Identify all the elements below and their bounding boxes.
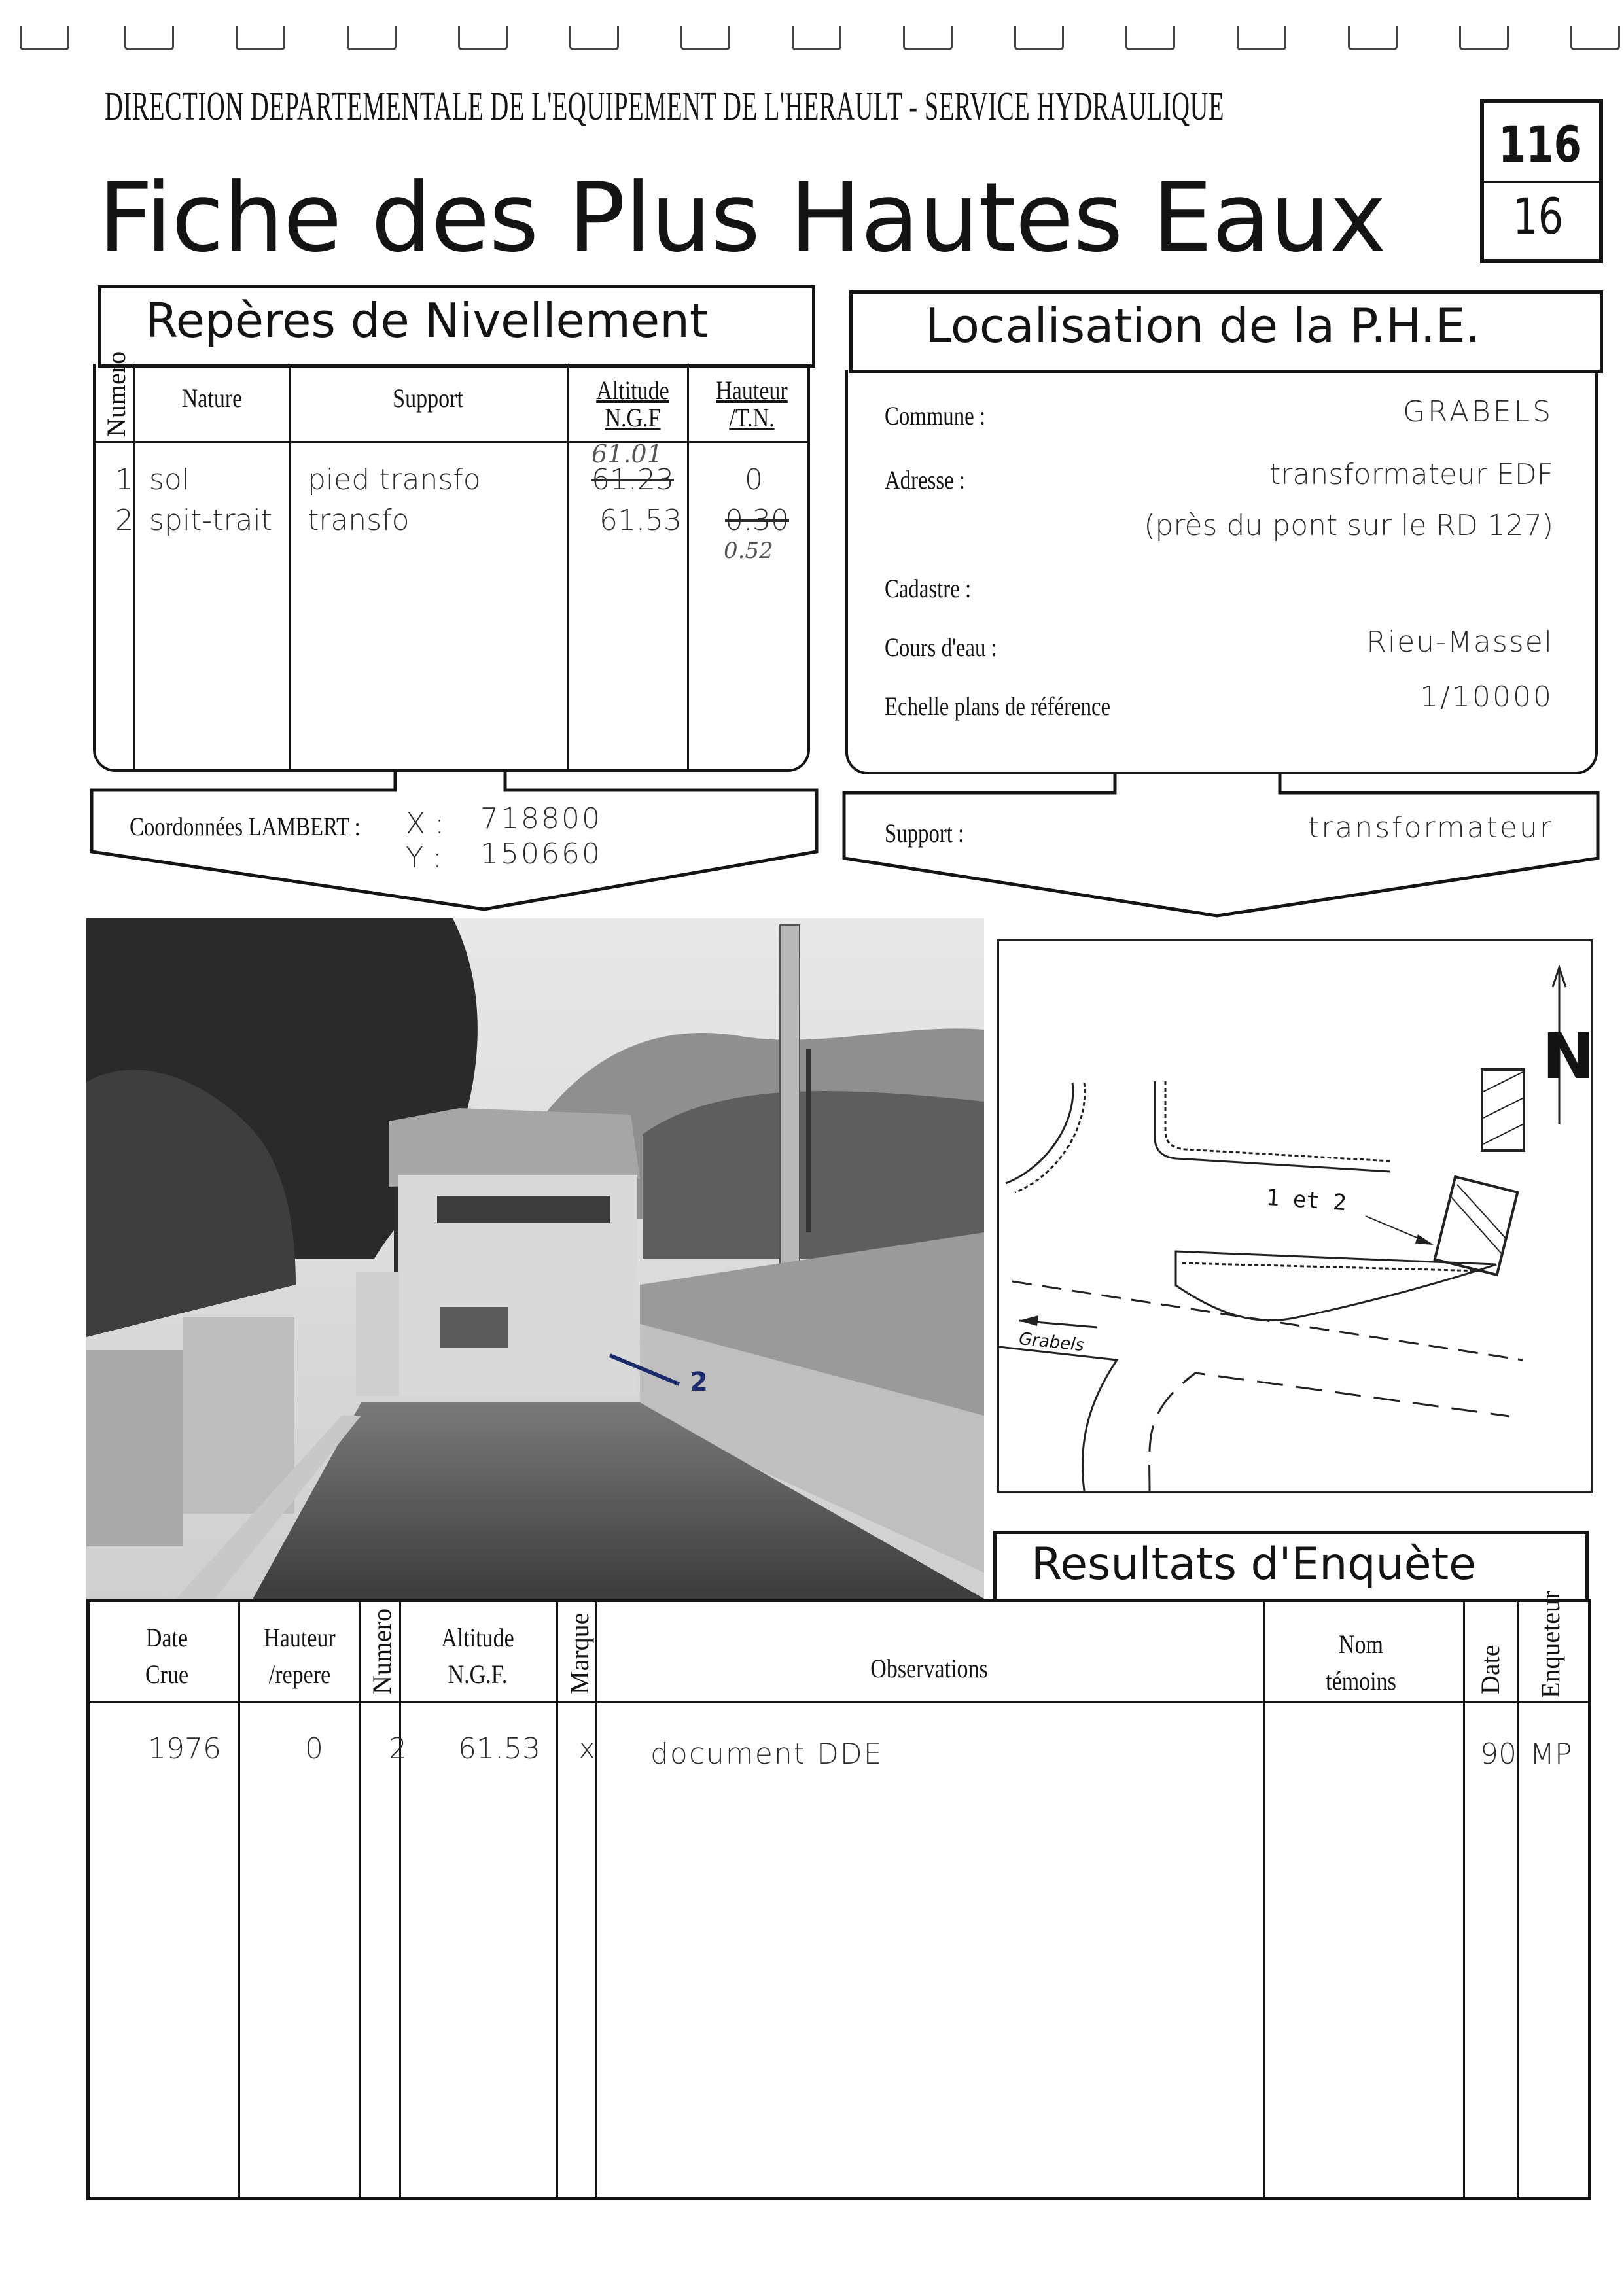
col-marque: Marque xyxy=(565,1612,594,1694)
resultat-row-1-enqueteur: MP xyxy=(1530,1737,1572,1771)
repere-row-2-hauteur: 0.30 xyxy=(725,504,789,537)
repere-row-2-altitude: 61.53 xyxy=(599,504,682,537)
reperes-title: Repères de Nivellement xyxy=(145,293,709,348)
map-label-marks: 1 et 2 xyxy=(1265,1184,1348,1217)
col-hauteur: Hauteur /T.N. xyxy=(716,375,788,432)
col-enqueteur: Enqueteur xyxy=(1536,1590,1565,1698)
adresse-line1: transformateur EDF xyxy=(1269,458,1553,491)
commune-value: GRABELS xyxy=(1402,395,1553,428)
repere-row-1-altitude-handwritten: 61.01 xyxy=(591,440,663,468)
resultat-row-1-date: 90 xyxy=(1480,1737,1517,1771)
lambert-y-label: Y : xyxy=(406,841,442,875)
lambert-label: Coordonnées LAMBERT : xyxy=(130,812,361,841)
localisation-title: Localisation de la P.H.E. xyxy=(925,298,1481,353)
repere-row-1-hauteur: 0 xyxy=(745,463,763,496)
resultat-row-1-date-crue: 1976 xyxy=(148,1732,221,1765)
repere-row-1-support: pied transfo xyxy=(308,463,481,496)
lambert-x: 718800 xyxy=(480,802,602,835)
map-label-town: Grabels xyxy=(1017,1329,1086,1356)
reperes-panel xyxy=(93,364,810,772)
page-title: Fiche des Plus Hautes Eaux xyxy=(98,162,1386,273)
resultat-row-1-numero: 2 xyxy=(389,1732,407,1765)
resultats-title: Resultats d'Enquète xyxy=(1031,1539,1476,1590)
cadastre-label: Cadastre : xyxy=(885,574,972,603)
support-label: Support : xyxy=(885,818,964,848)
commune-label: Commune : xyxy=(885,401,985,430)
col-altitude-ngf: Altitude N.G.F. xyxy=(441,1623,514,1689)
col-temoins: Nom témoins xyxy=(1326,1629,1396,1696)
reference-box xyxy=(1480,99,1603,263)
direction-header: DIRECTION DEPARTEMENTALE DE L'EQUIPEMENT DE L'HERAULT - SERVICE HYDRAULIQUE xyxy=(105,84,1225,129)
ref-number-top: 116 xyxy=(1498,115,1581,173)
col-numero: Numero xyxy=(101,351,131,437)
site-photo xyxy=(86,918,984,1604)
repere-row-1-altitude: 61.23 xyxy=(591,463,674,496)
cours-eau-label: Cours d'eau : xyxy=(885,633,997,662)
col-date: Date xyxy=(1475,1644,1505,1694)
location-map xyxy=(997,939,1593,1493)
col-support: Support xyxy=(393,383,463,413)
repere-row-2-nature: spit-trait xyxy=(149,504,272,537)
col-observations: Observations xyxy=(870,1654,988,1683)
repere-row-1-num: 1 xyxy=(115,463,133,496)
resultat-row-1-observations: document DDE xyxy=(650,1737,883,1771)
col-nature: Nature xyxy=(181,383,243,413)
resultat-row-1-marque: x xyxy=(578,1732,596,1765)
echelle-label: Echelle plans de référence xyxy=(885,691,1111,721)
col-numero-resultats: Numero xyxy=(367,1608,397,1694)
adresse-label: Adresse : xyxy=(885,465,965,495)
north-label: N xyxy=(1542,1020,1595,1093)
repere-row-2-support: transfo xyxy=(308,504,410,537)
col-altitude: Altitude N.G.F xyxy=(596,375,669,432)
repere-row-2-hauteur-handwritten: 0.52 xyxy=(724,538,773,564)
echelle-value: 1/10000 xyxy=(1420,680,1553,714)
photo-marker-label: 2 xyxy=(690,1367,708,1397)
cours-eau-value: Rieu-Massel xyxy=(1366,625,1553,659)
adresse-line2: (près du pont sur le RD 127) xyxy=(1144,509,1553,542)
support-value: transformateur xyxy=(1308,811,1553,844)
lambert-y: 150660 xyxy=(480,837,602,871)
col-hauteur-repere: Hauteur /repere xyxy=(264,1623,336,1689)
ref-number-bottom: 16 xyxy=(1513,187,1564,245)
repere-row-1-nature: sol xyxy=(149,463,190,496)
col-date-crue: Date Crue xyxy=(145,1623,189,1689)
lambert-x-label: X : xyxy=(406,807,444,841)
repere-row-2-num: 2 xyxy=(115,504,133,537)
lambert-arrow-frame xyxy=(85,764,831,921)
resultat-row-1-altitude: 61.53 xyxy=(458,1732,540,1765)
resultat-row-1-hauteur: 0 xyxy=(305,1732,323,1765)
